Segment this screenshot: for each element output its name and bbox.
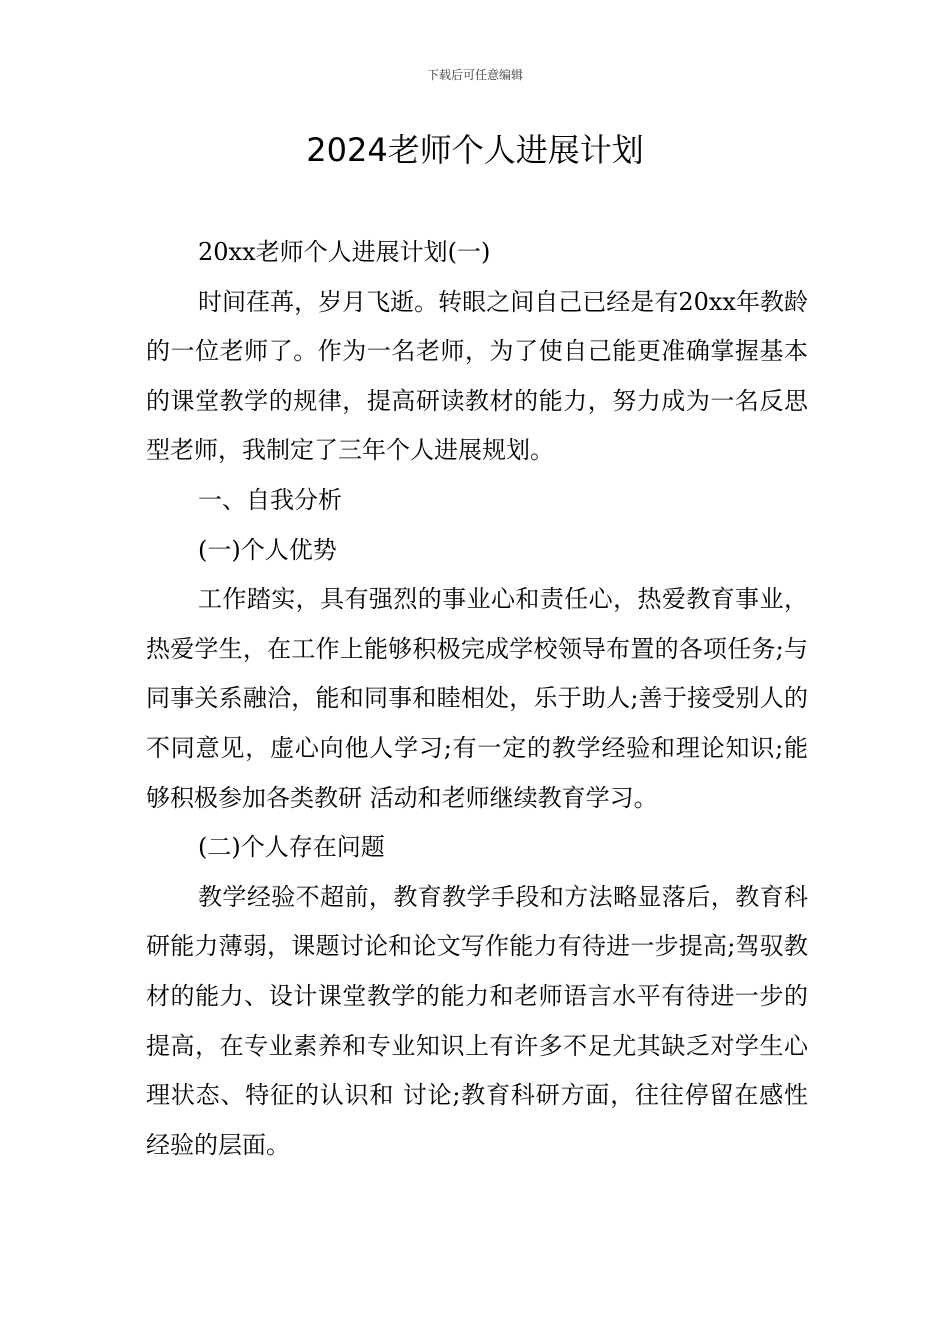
section-heading: 20xx老师个人进展计划(一) xyxy=(198,238,491,266)
paragraph: 时间荏苒，岁月飞逝。转眼之间自己已经是有20xx年教龄的一位老师了。作为一名老师，为了使自己能更准确掌握基本的课堂教学的规律，提高研读教材的能力，努力成为一名反思型老师，我制定了三年个人进展规划。 xyxy=(146,287,808,465)
header-note: 下载后可任意编辑 xyxy=(426,68,523,82)
subsection-heading: (一)个人优势 xyxy=(198,535,337,564)
subsection-heading: (二)个人存在问题 xyxy=(198,833,385,862)
paragraph: 教学经验不超前，教育教学手段和方法略显落后，教育科研能力薄弱，课题讨论和论文写作能力有待进一步提高;驾驭教材的能力、设计课堂教学的能力和老师语言水平有待进一步的提高，在专业素养和专业知识上有许多不足尤其缺乏对学生心理状态、特征的认识和 讨论;教育科研方面，往往停留在感性经验的层面。 xyxy=(146,882,808,1159)
section-heading: 一、自我分析 xyxy=(198,485,342,514)
paragraph: 工作踏实，具有强烈的事业心和责任心，热爱教育事业，热爱学生，在工作上能够积极完成学校领导布置的各项任务;与同事关系融洽，能和同事和睦相处，乐于助人;善于接受别人的不同意见，虚心向他人学习;有一定的教学经验和理论知识;能够积极参加各类教研 活动和老师继续教育学习。 xyxy=(146,585,808,812)
document-title: 2024老师个人进展计划 xyxy=(306,131,644,169)
document-body xyxy=(146,228,808,1170)
